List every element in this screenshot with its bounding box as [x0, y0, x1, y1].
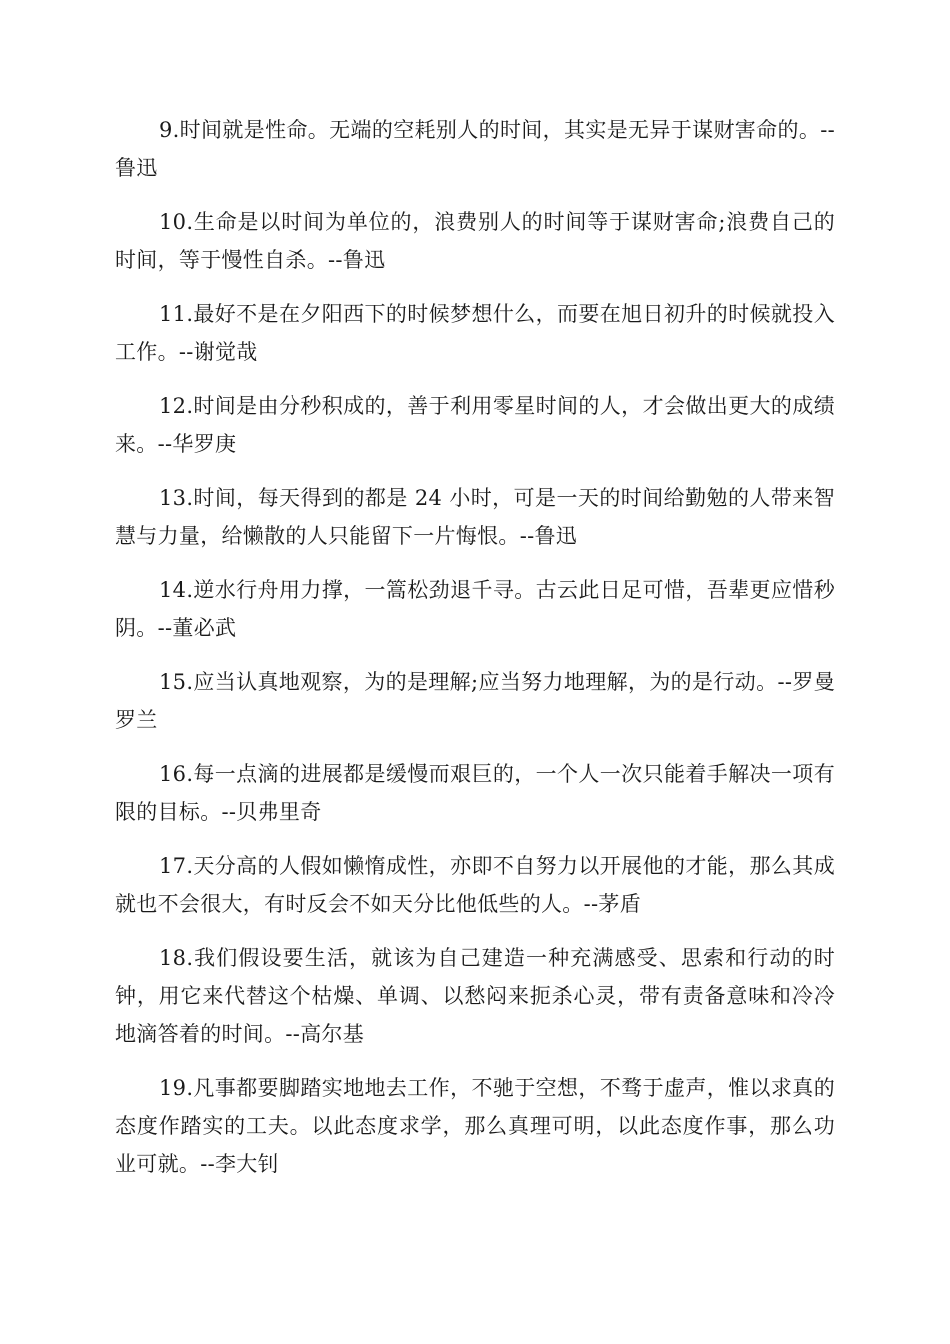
quote-paragraph-14: 14.逆水行舟用力撑，一篙松劲退千寻。古云此日足可惜，吾辈更应惜秒阴。--董必武 — [115, 578, 835, 640]
quote-paragraph-12: 12.时间是由分秒积成的，善于利用零星时间的人，才会做出更大的成绩来。--华罗庚 — [115, 394, 835, 456]
quote-paragraph-15: 15.应当认真地观察，为的是理解;应当努力地理解，为的是行动。--罗曼罗兰 — [115, 670, 835, 732]
quote-paragraph-11: 11.最好不是在夕阳西下的时候梦想什么，而要在旭日初升的时候就投入工作。--谢觉哉 — [115, 302, 835, 364]
quote-paragraph-16: 16.每一点滴的进展都是缓慢而艰巨的，一个人一次只能着手解决一项有限的目标。--贝弗里奇 — [115, 762, 835, 824]
quote-paragraph-13: 13.时间，每天得到的都是 24 小时，可是一天的时间给勤勉的人带来智慧与力量，给懒散的人只能留下一片悔恨。--鲁迅 — [115, 486, 835, 548]
quote-paragraph-9: 9.时间就是性命。无端的空耗别人的时间，其实是无异于谋财害命的。--鲁迅 — [115, 118, 835, 180]
quote-paragraph-17: 17.天分高的人假如懒惰成性，亦即不自努力以开展他的才能，那么其成就也不会很大，有时反会不如天分比他低些的人。--茅盾 — [115, 854, 835, 916]
quote-paragraph-10: 10.生命是以时间为单位的，浪费别人的时间等于谋财害命;浪费自己的时间，等于慢性自杀。--鲁迅 — [115, 210, 835, 272]
quote-paragraph-19: 19.凡事都要脚踏实地地去工作，不驰于空想，不骛于虚声，惟以求真的态度作踏实的工夫。以此态度求学，那么真理可明，以此态度作事，那么功业可就。--李大钊 — [115, 1076, 835, 1176]
quote-paragraph-18: 18.我们假设要生活，就该为自己建造一种充满感受、思索和行动的时钟，用它来代替这个枯燥、单调、以愁闷来扼杀心灵，带有责备意味和冷冷地滴答着的时间。--高尔基 — [115, 946, 835, 1046]
